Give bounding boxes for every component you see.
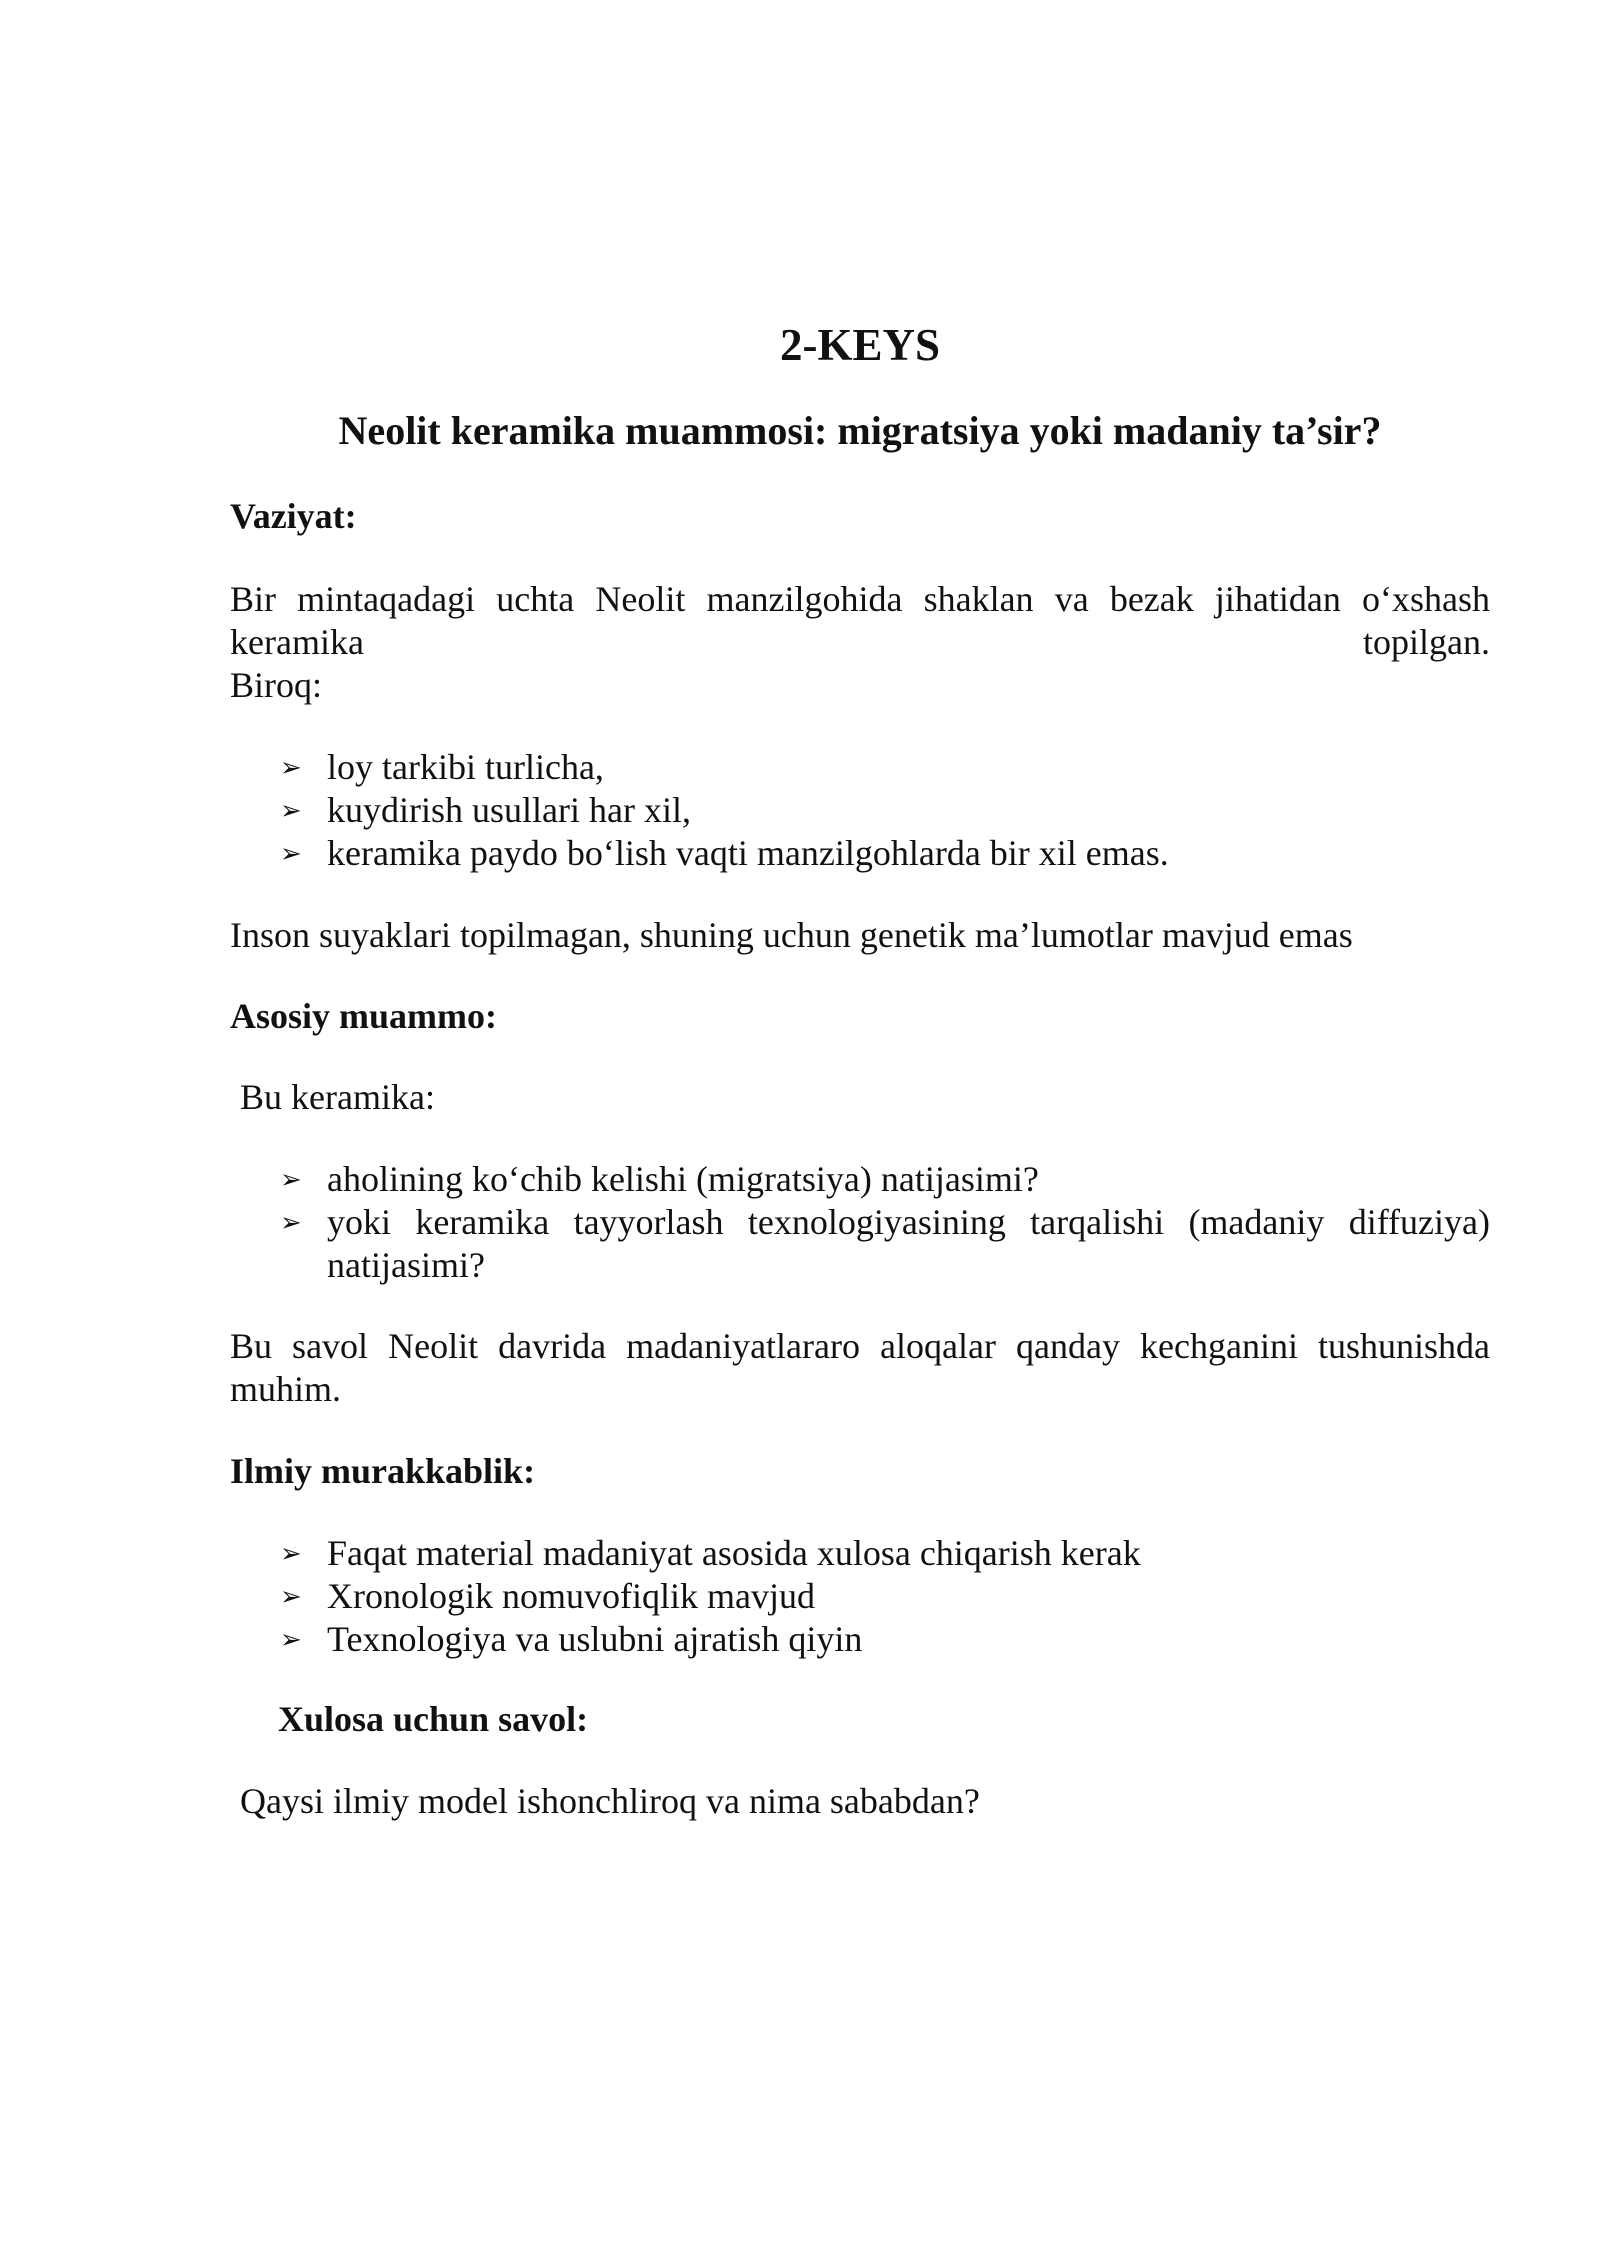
intro-line-1 — [230, 578, 1490, 621]
arrow-bullet-icon: ➢ — [280, 796, 302, 825]
intro-word: Bir — [230, 579, 277, 619]
arrow-bullet-icon: ➢ — [280, 1165, 302, 1194]
list-item — [230, 1575, 1490, 1618]
list-item — [230, 832, 1490, 875]
list-item — [230, 789, 1490, 832]
list-item-text: loy tarkibi turlicha, — [327, 747, 604, 787]
intro-word: manzilgohida — [706, 579, 903, 619]
intro-word: o‘xshash — [1362, 579, 1490, 619]
arrow-bullet-icon: ➢ — [280, 1625, 302, 1654]
list-item — [230, 1201, 1490, 1287]
complexity-section — [230, 1450, 1490, 1493]
intro-word: topilgan. — [1363, 622, 1490, 662]
list-item — [230, 1618, 1490, 1661]
complexity-heading: Ilmiy murakkablik: — [230, 1451, 536, 1491]
intro-word: keramika — [230, 622, 364, 662]
intro-line-2 — [230, 621, 1490, 664]
intro-word: bezak — [1109, 579, 1194, 619]
problem-note-block — [230, 1325, 1490, 1411]
intro-word: Neolit — [595, 579, 686, 619]
list-item-text: Xronologik nomuvofiqlik mavjud — [327, 1576, 815, 1616]
list-item-text: aholining ko‘chib kelishi (migratsiya) natijasimi? — [327, 1159, 1039, 1199]
problem-bullets — [230, 1158, 1490, 1287]
page-title: 2-KEYS — [779, 320, 941, 370]
list-item — [230, 1532, 1490, 1575]
conclusion-section — [278, 1698, 1490, 1741]
problem-section — [230, 995, 1490, 1038]
situation-section — [230, 495, 1490, 538]
conclusion-question-block — [230, 1780, 1490, 1823]
list-item-text: yoki keramika tayyorlash texnologiyasining tarqalishi (madaniy diffuziya) natijasimi? — [327, 1202, 1490, 1285]
problem-lead: Bu keramika: — [240, 1077, 435, 1117]
intro-word: uchta — [496, 579, 575, 619]
arrow-bullet-icon: ➢ — [280, 839, 302, 868]
situation-note: Inson suyaklari topilmagan, shuning uchun genetik ma’lumotlar mavjud emas — [230, 915, 1353, 955]
complexity-bullets — [230, 1532, 1490, 1661]
situation-note-block — [230, 914, 1490, 957]
conclusion-heading: Xulosa uchun savol: — [278, 1699, 589, 1739]
arrow-bullet-icon: ➢ — [280, 1208, 302, 1237]
arrow-bullet-icon: ➢ — [280, 1582, 302, 1611]
list-item-text: keramika paydo bo‘lish vaqti manzilgohlarda bir xil emas. — [327, 833, 1169, 873]
intro-word: va — [1054, 579, 1089, 619]
conclusion-question: Qaysi ilmiy model ishonchliroq va nima sababdan? — [240, 1781, 980, 1821]
problem-heading: Asosiy muammo: — [230, 996, 497, 1036]
situation-intro — [230, 578, 1490, 707]
situation-bullets — [230, 746, 1490, 875]
list-item — [230, 746, 1490, 789]
page-subtitle: Neolit keramika muammosi: migratsiya yoki madaniy ta’sir? — [338, 408, 1382, 453]
list-item-text: kuydirish usullari har xil, — [327, 790, 691, 830]
situation-heading: Vaziyat: — [230, 496, 357, 536]
problem-note: Bu savol Neolit davrida madaniyatlararo aloqalar qanday kechganini tushunishda muhim. — [230, 1326, 1490, 1409]
arrow-bullet-icon: ➢ — [280, 753, 302, 782]
list-item-text: Faqat material madaniyat asosida xulosa chiqarish kerak — [327, 1533, 1141, 1573]
intro-line-3: Biroq: — [230, 665, 323, 705]
intro-word: jihatidan — [1214, 579, 1341, 619]
intro-word: mintaqadagi — [297, 579, 476, 619]
list-item — [230, 1158, 1490, 1201]
arrow-bullet-icon: ➢ — [280, 1539, 302, 1568]
list-item-text: Texnologiya va uslubni ajratish qiyin — [327, 1619, 863, 1659]
problem-lead-block — [230, 1076, 1490, 1119]
intro-word: shaklan — [923, 579, 1034, 619]
